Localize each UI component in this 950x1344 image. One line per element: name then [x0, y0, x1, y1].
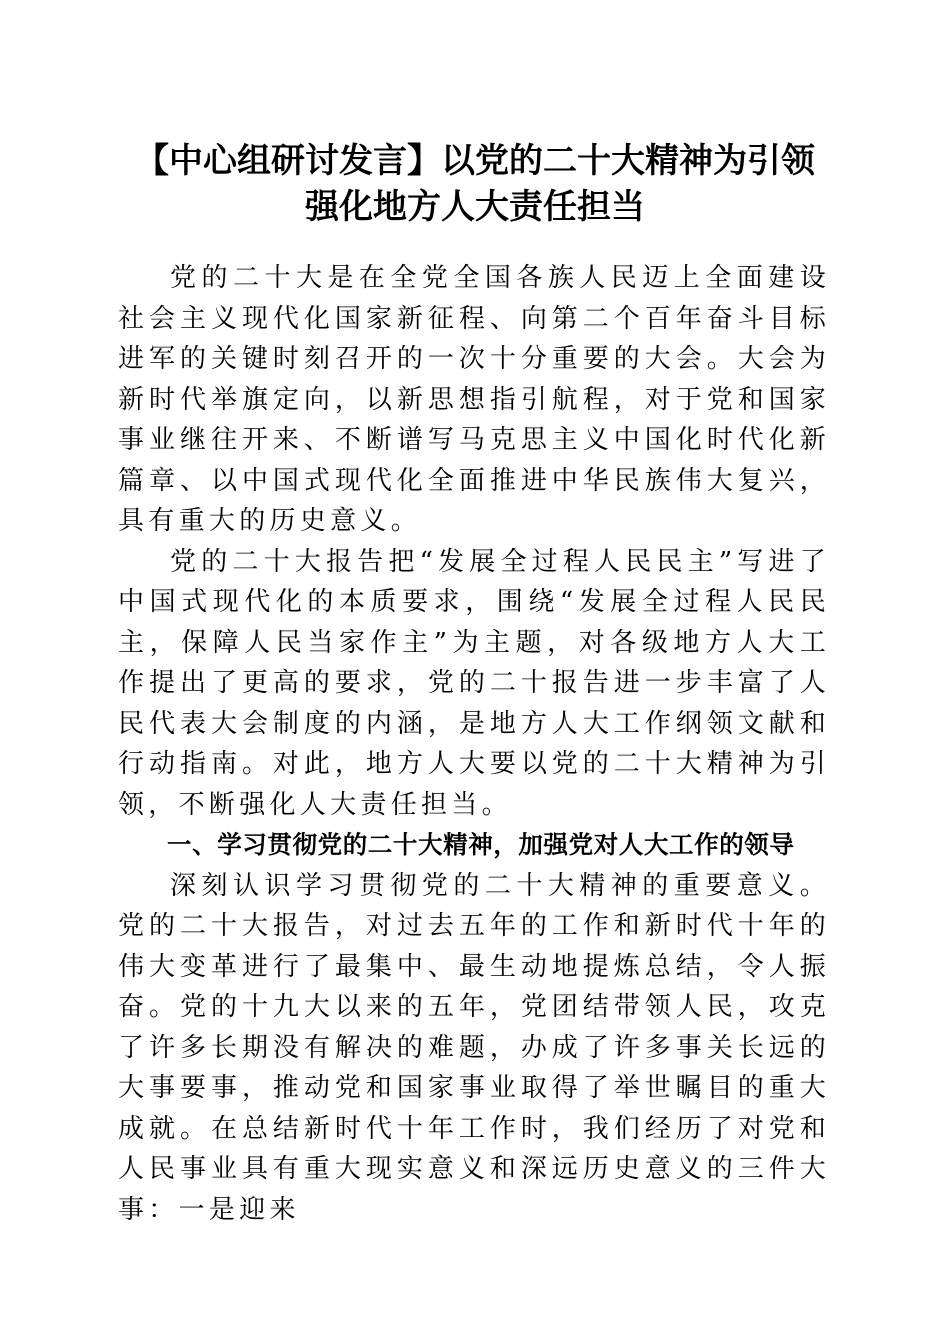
- intro-paragraph-1: 党的二十大是在全党全国各族人民迈上全面建设社会主义现代化国家新征程、向第二个百年奋斗目标进军的关键时刻召开的一次十分重要的大会。大会为新时代举旗定向，以新思想指引航程，对于党和国家事业继往开来、不断谱写马克思主义中国化时代化新篇章、以中国式现代化全面推进中华民族伟大复兴，具有重大的历史意义。: [118, 263, 830, 536]
- title-line-1: 【中心组研讨发言】以党的二十大精神为引领: [135, 141, 815, 181]
- document-body: [118, 258, 830, 1230]
- section-1-paragraph: 深刻认识学习贯彻党的二十大精神的重要意义。党的二十大报告，对过去五年的工作和新时代十年的伟大变革进行了最集中、最生动地提炼总结，令人振奋。党的十九大以来的五年，党团结带领人民，攻克了许多长期没有解决的难题，办成了许多事关长远的大事要事，推动党和国家事业取得了举世瞩目的重大成就。在总结新时代十年工作时，我们经历了对党和人民事业具有重大现实意义和深远历史意义的三件大事：一是迎来: [118, 870, 830, 1225]
- title-line-2: 强化地方人大责任担当: [305, 187, 645, 227]
- section-heading-1: 一、学习贯彻党的二十大精神，加强党对人大工作的领导: [167, 830, 795, 859]
- intro-paragraph-2: 党的二十大报告把“发展全过程人民民主”写进了中国式现代化的本质要求，围绕“发展全过程人民民主，保障人民当家作主”为主题，对各级地方人大工作提出了更高的要求，党的二十报告进一步丰富了人民代表大会制度的内涵，是地方人大工作纲领文献和行动指南。对此，地方人大要以党的二十大精神为引领，不断强化人大责任担当。: [118, 546, 830, 820]
- document-title: [100, 138, 850, 230]
